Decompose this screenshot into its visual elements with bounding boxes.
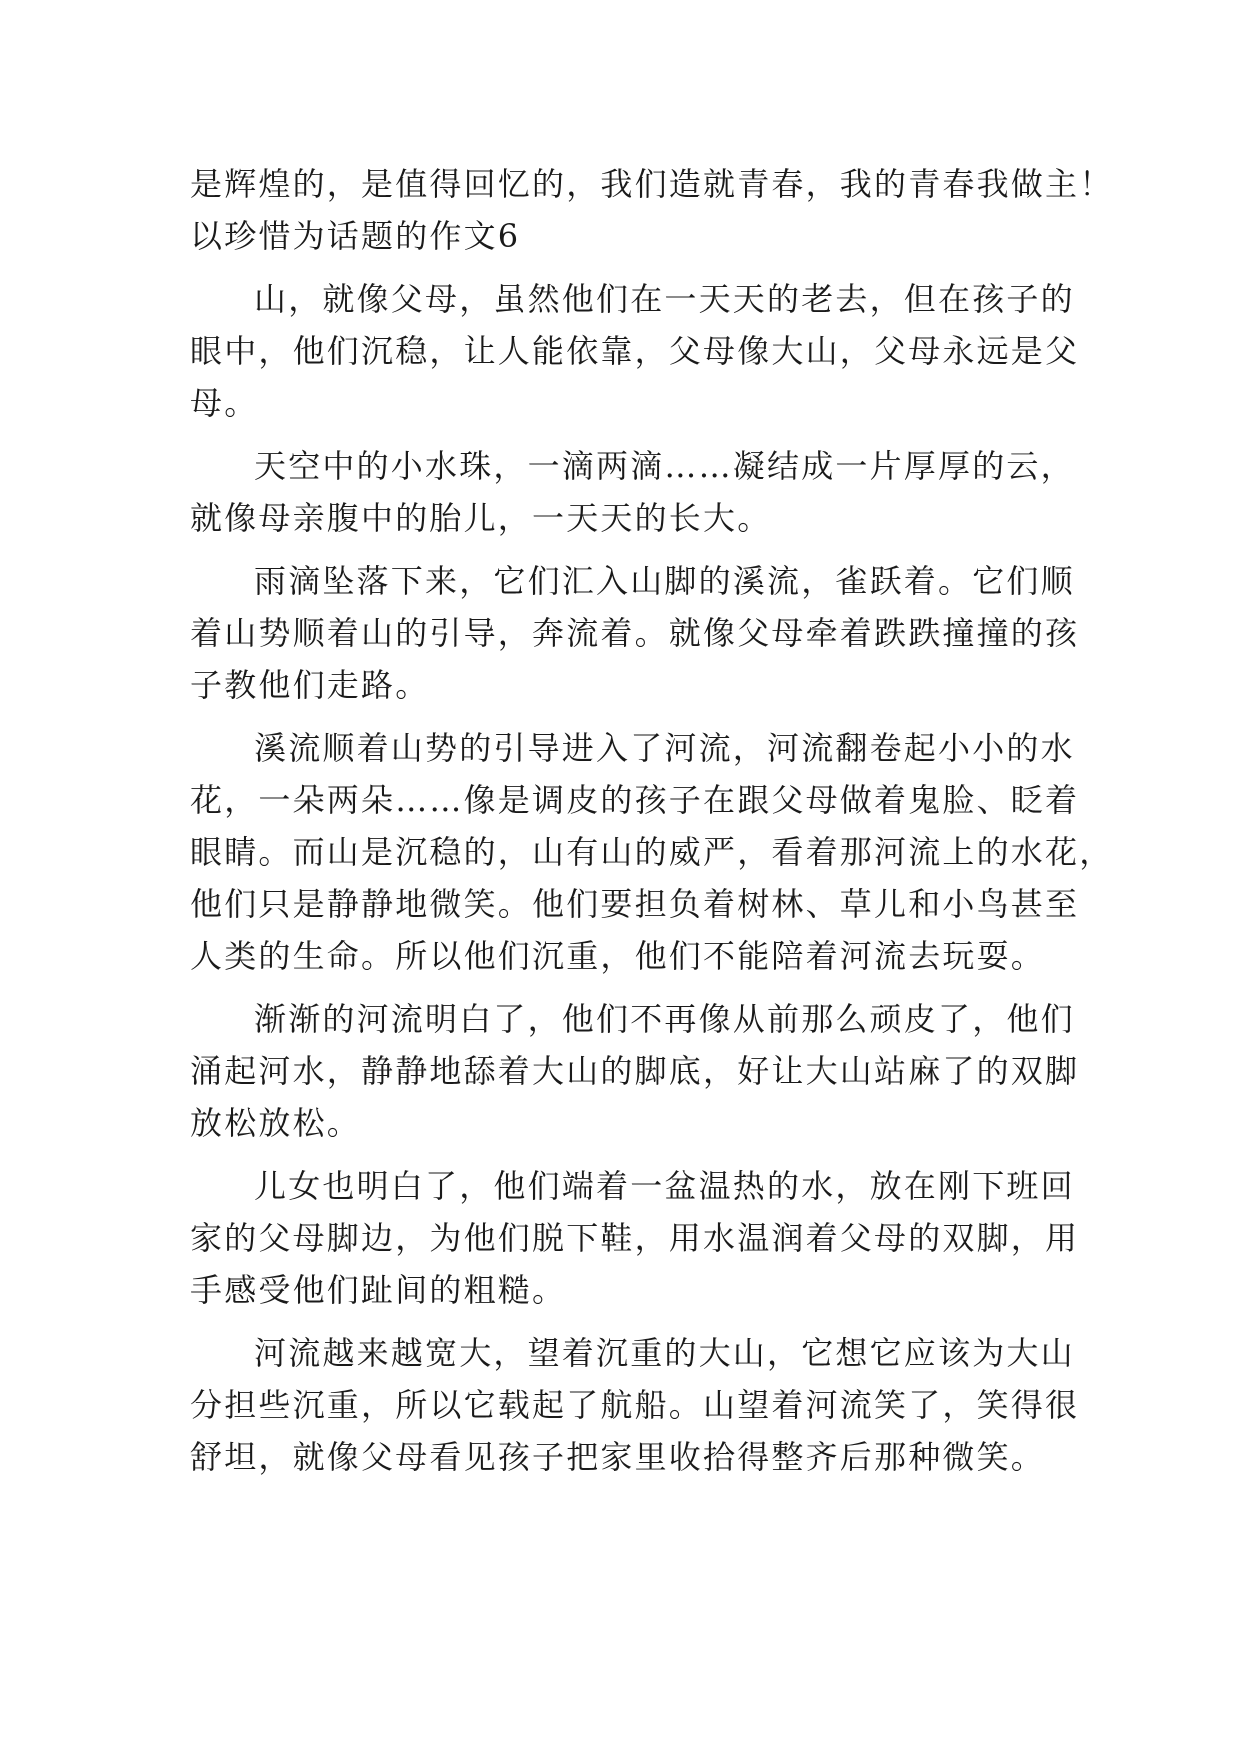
text-line: 人类的生命。所以他们沉重，他们不能陪着河流去玩耍。 bbox=[190, 937, 1046, 975]
paragraph-3 bbox=[190, 273, 1080, 429]
text-line: 是辉煌的，是值得回忆的，我们造就青春，我的青春我做主！ bbox=[190, 165, 1114, 203]
text-line: 溪流顺着山势的引导进入了河流，河流翻卷起小小的水 bbox=[254, 729, 1075, 767]
text-line: 子教他们走路。 bbox=[190, 666, 430, 704]
paragraph-5 bbox=[190, 555, 1080, 711]
paragraph-1 bbox=[190, 158, 1114, 210]
text-line: 手感受他们趾间的粗糙。 bbox=[190, 1271, 567, 1309]
text-line: 就像母亲腹中的胎儿，一天天的长大。 bbox=[190, 499, 772, 537]
text-line: 天空中的小水珠，一滴两滴……凝结成一片厚厚的云， bbox=[254, 447, 1075, 485]
text-line: 舒坦，就像父母看见孩子把家里收拾得整齐后那种微笑。 bbox=[190, 1438, 1046, 1476]
paragraph-8 bbox=[190, 1160, 1080, 1316]
text-line: 他们只是静静地微笑。他们要担负着树林、草儿和小鸟甚至 bbox=[190, 885, 1080, 923]
text-line: 儿女也明白了，他们端着一盆温热的水，放在刚下班回 bbox=[254, 1167, 1075, 1205]
text-line: 花，一朵两朵……像是调皮的孩子在跟父母做着鬼脸、眨着 bbox=[190, 781, 1080, 819]
text-line: 涌起河水，静静地舔着大山的脚底，好让大山站麻了的双脚 bbox=[190, 1052, 1080, 1090]
text-line: 眼睛。而山是沉稳的，山有山的威严，看着那河流上的水花， bbox=[190, 833, 1114, 871]
text-line: 放松放松。 bbox=[190, 1104, 362, 1142]
text-line: 雨滴坠落下来，它们汇入山脚的溪流，雀跃着。它们顺 bbox=[254, 562, 1075, 600]
paragraph-4 bbox=[190, 440, 1075, 544]
paragraph-9 bbox=[190, 1327, 1080, 1483]
text-line: 分担些沉重，所以它载起了航船。山望着河流笑了，笑得很 bbox=[190, 1386, 1080, 1424]
text-line: 母。 bbox=[190, 384, 259, 422]
text-line: 着山势顺着山的引导，奔流着。就像父母牵着跌跌撞撞的孩 bbox=[190, 614, 1080, 652]
section-heading bbox=[190, 210, 1052, 262]
text-line: 河流越来越宽大，望着沉重的大山，它想它应该为大山 bbox=[254, 1334, 1075, 1372]
document-body bbox=[190, 158, 1114, 1483]
paragraph-7 bbox=[190, 993, 1080, 1149]
heading-line: 以珍惜为话题的作文6 bbox=[190, 217, 521, 255]
text-line: 山，就像父母，虽然他们在一天天的老去，但在孩子的 bbox=[254, 280, 1075, 318]
paragraph-6 bbox=[190, 722, 1114, 982]
text-line: 渐渐的河流明白了，他们不再像从前那么顽皮了，他们 bbox=[254, 1000, 1075, 1038]
text-line: 眼中，他们沉稳，让人能依靠，父母像大山，父母永远是父 bbox=[190, 332, 1080, 370]
text-line: 家的父母脚边，为他们脱下鞋，用水温润着父母的双脚，用 bbox=[190, 1219, 1080, 1257]
